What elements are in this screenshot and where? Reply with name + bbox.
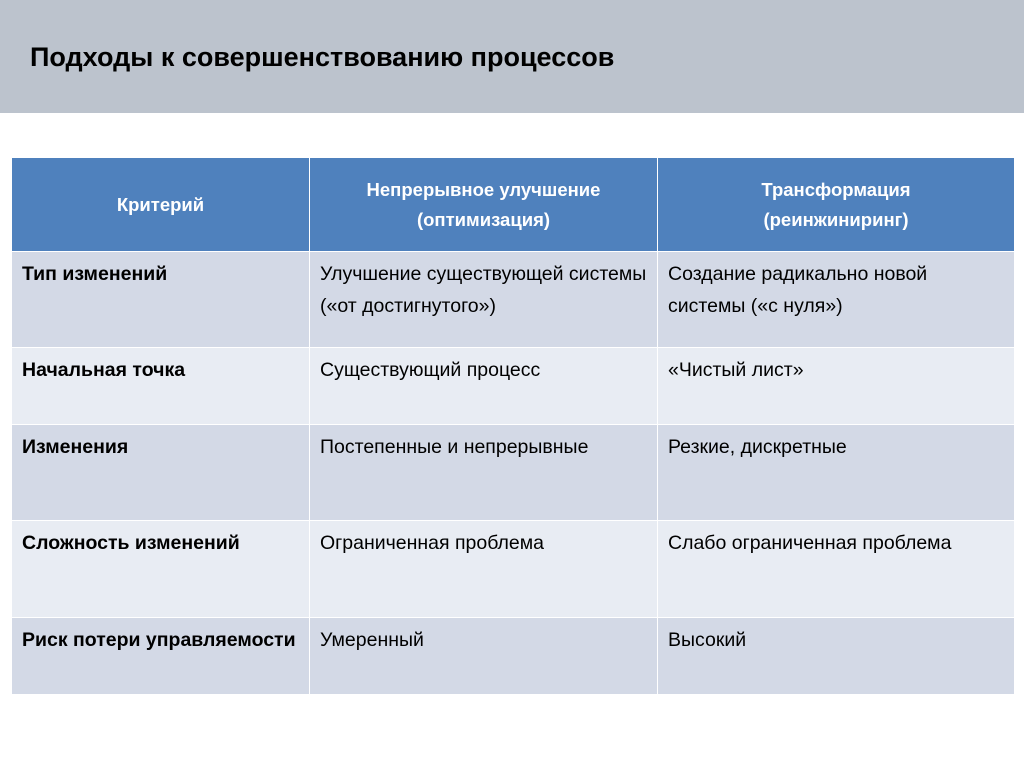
header-continuous-improvement bbox=[310, 158, 658, 252]
row-criterion-cell: Изменения bbox=[12, 425, 310, 521]
row-criterion-cell: Сложность изменений bbox=[12, 521, 310, 618]
slide-title: Подходы к совершенствованию процессов bbox=[30, 42, 615, 72]
header-continuous-line1: Непрерывное улучшение bbox=[366, 178, 601, 200]
table-row bbox=[12, 521, 1015, 618]
header-criterion-line1: Критерий bbox=[116, 193, 205, 215]
row-improvement-cell: Постепенные и непрерывные bbox=[310, 425, 658, 521]
table-row bbox=[12, 425, 1015, 521]
header-criterion bbox=[12, 158, 310, 252]
row-criterion-cell: Начальная точка bbox=[12, 348, 310, 425]
row-transformation-cell: Создание радикально новой системы («с нуля») bbox=[658, 252, 1015, 348]
row-criterion-cell: Тип изменений bbox=[12, 252, 310, 348]
row-improvement-cell: Ограниченная проблема bbox=[310, 521, 658, 618]
table-row bbox=[12, 618, 1015, 695]
row-transformation-cell: «Чистый лист» bbox=[658, 348, 1015, 425]
header-transformation-line2: (реинжиниринг) bbox=[763, 208, 909, 230]
row-criterion-cell: Риск потери управляемости bbox=[12, 618, 310, 695]
table-header-row bbox=[12, 158, 1015, 252]
row-transformation-cell: Слабо ограниченная проблема bbox=[658, 521, 1015, 618]
header-transformation bbox=[658, 158, 1015, 252]
row-transformation-cell: Высокий bbox=[658, 618, 1015, 695]
row-improvement-cell: Улучшение существующей системы («от достигнутого») bbox=[310, 252, 658, 348]
row-transformation-cell: Резкие, дискретные bbox=[658, 425, 1015, 521]
table-row bbox=[12, 252, 1015, 348]
row-improvement-cell: Существующий процесс bbox=[310, 348, 658, 425]
row-improvement-cell: Умеренный bbox=[310, 618, 658, 695]
header-transformation-line1: Трансформация bbox=[761, 178, 911, 200]
table-row bbox=[12, 348, 1015, 425]
header-continuous-line2: (оптимизация) bbox=[416, 208, 551, 230]
title-banner bbox=[0, 0, 1024, 113]
comparison-table bbox=[11, 157, 1015, 695]
